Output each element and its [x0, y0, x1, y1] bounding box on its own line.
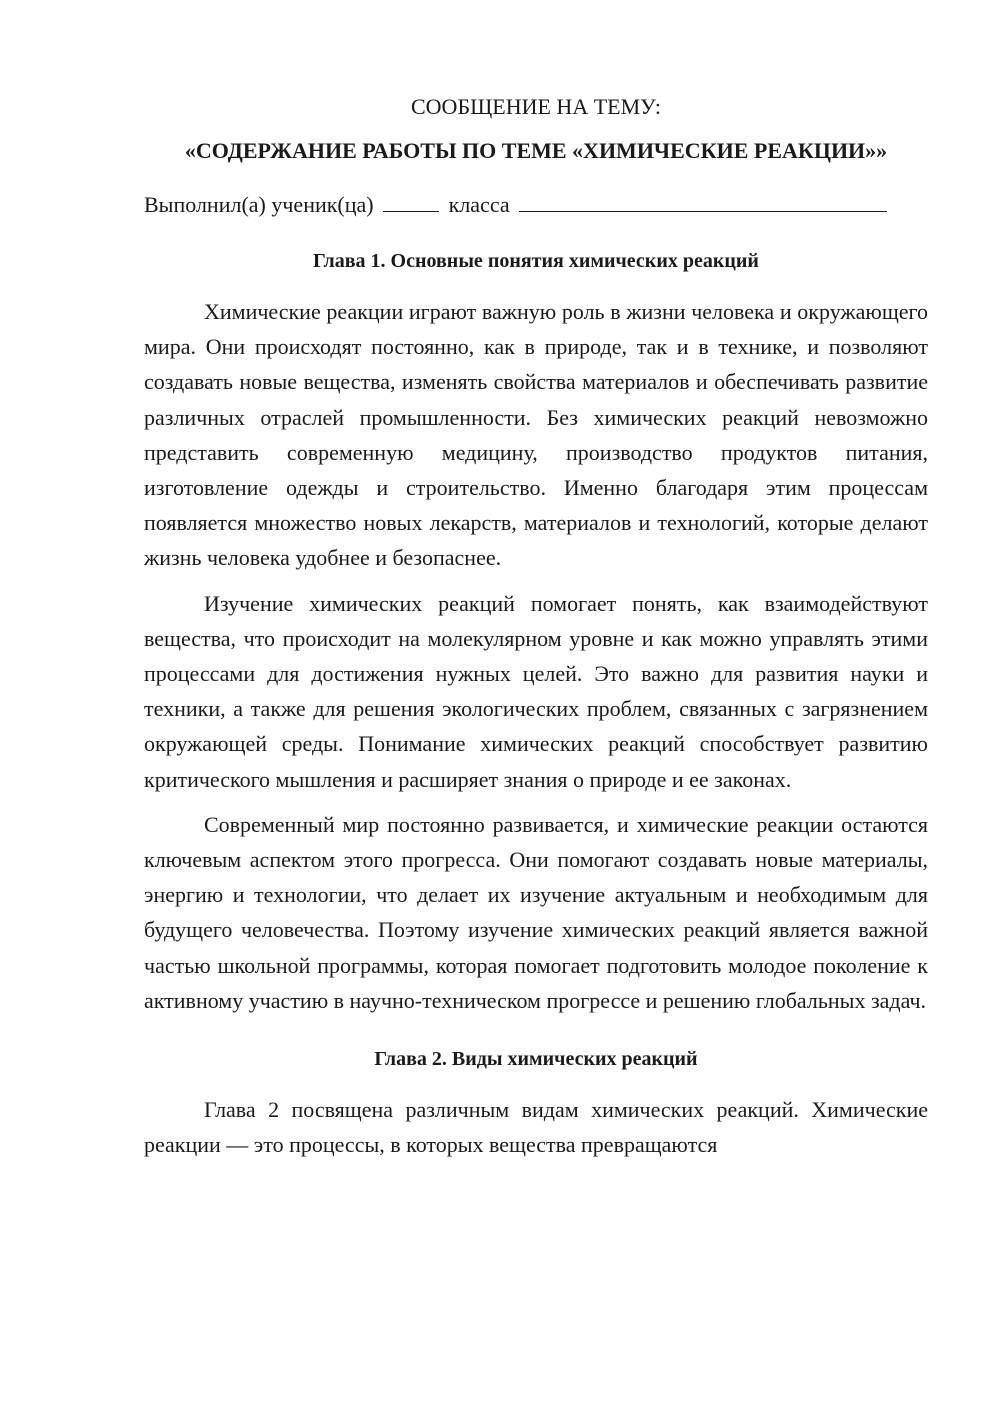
chapter-2-title: Глава 2. Виды химических реакций — [374, 1048, 698, 1071]
grade-blank — [383, 191, 439, 212]
author-line — [144, 190, 928, 220]
chapter-1-paragraph-3: Современный мир постоянно развивается, и химические реакции остаются ключевым аспектом этого прогресса. Они помогают создавать новые материалы, энергию и технологии, что делает их изучение актуальным и необходимым для будущего человечества. Поэтому изучение химических реакций является важной частью школьной программы, которая помогает подготовить молодое поколение к активному участию в научно-техническом прогрессе и решению глобальных задач. — [144, 811, 928, 1013]
document-page — [144, 92, 928, 1162]
name-blank — [519, 191, 887, 212]
document-title: «СОДЕРЖАНИЕ РАБОТЫ ПО ТЕМЕ «ХИМИЧЕСКИЕ РЕАКЦИИ»» — [184, 138, 888, 163]
chapter-1-paragraph-1: Химические реакции играют важную роль в жизни человека и окружающего мира. Они происходят постоянно, как в природе, так и в технике, и позволяют создавать новые вещества, изменять свойства материалов и обеспечивать развитие различных отраслей промышленности. Без химических реакций невозможно представить современную медицину, производство продуктов питания, изготовление одежды и строительство. Именно благодаря этим процессам появляется множество новых лекарств, материалов и технологий, которые делают жизнь человека удобнее и безопаснее. — [144, 299, 928, 571]
chapter-1-title: Глава 1. Основные понятия химических реакций — [313, 250, 759, 272]
author-label: Выполнил(а) ученик(ца) — [144, 192, 374, 217]
class-label: класса — [448, 192, 510, 217]
document-heading: СООБЩЕНИЕ НА ТЕМУ: — [411, 94, 661, 119]
chapter-1-paragraph-2: Изучение химических реакций помогает понять, как взаимодействуют вещества, что происходит на молекулярном уровне и как можно управлять этими процессами для достижения нужных целей. Это важно для развития науки и техники, а также для решения экологических проблем, связанных с загрязнением окружающей среды. Понимание химических реакций способствует развитию критического мышления и расширяет знания о природе и ее законах. — [144, 590, 928, 792]
chapter-2-paragraph-1: Глава 2 посвящена различным видам химических реакций. Химические реакции — это процессы, в которых вещества превращаются — [144, 1097, 928, 1158]
